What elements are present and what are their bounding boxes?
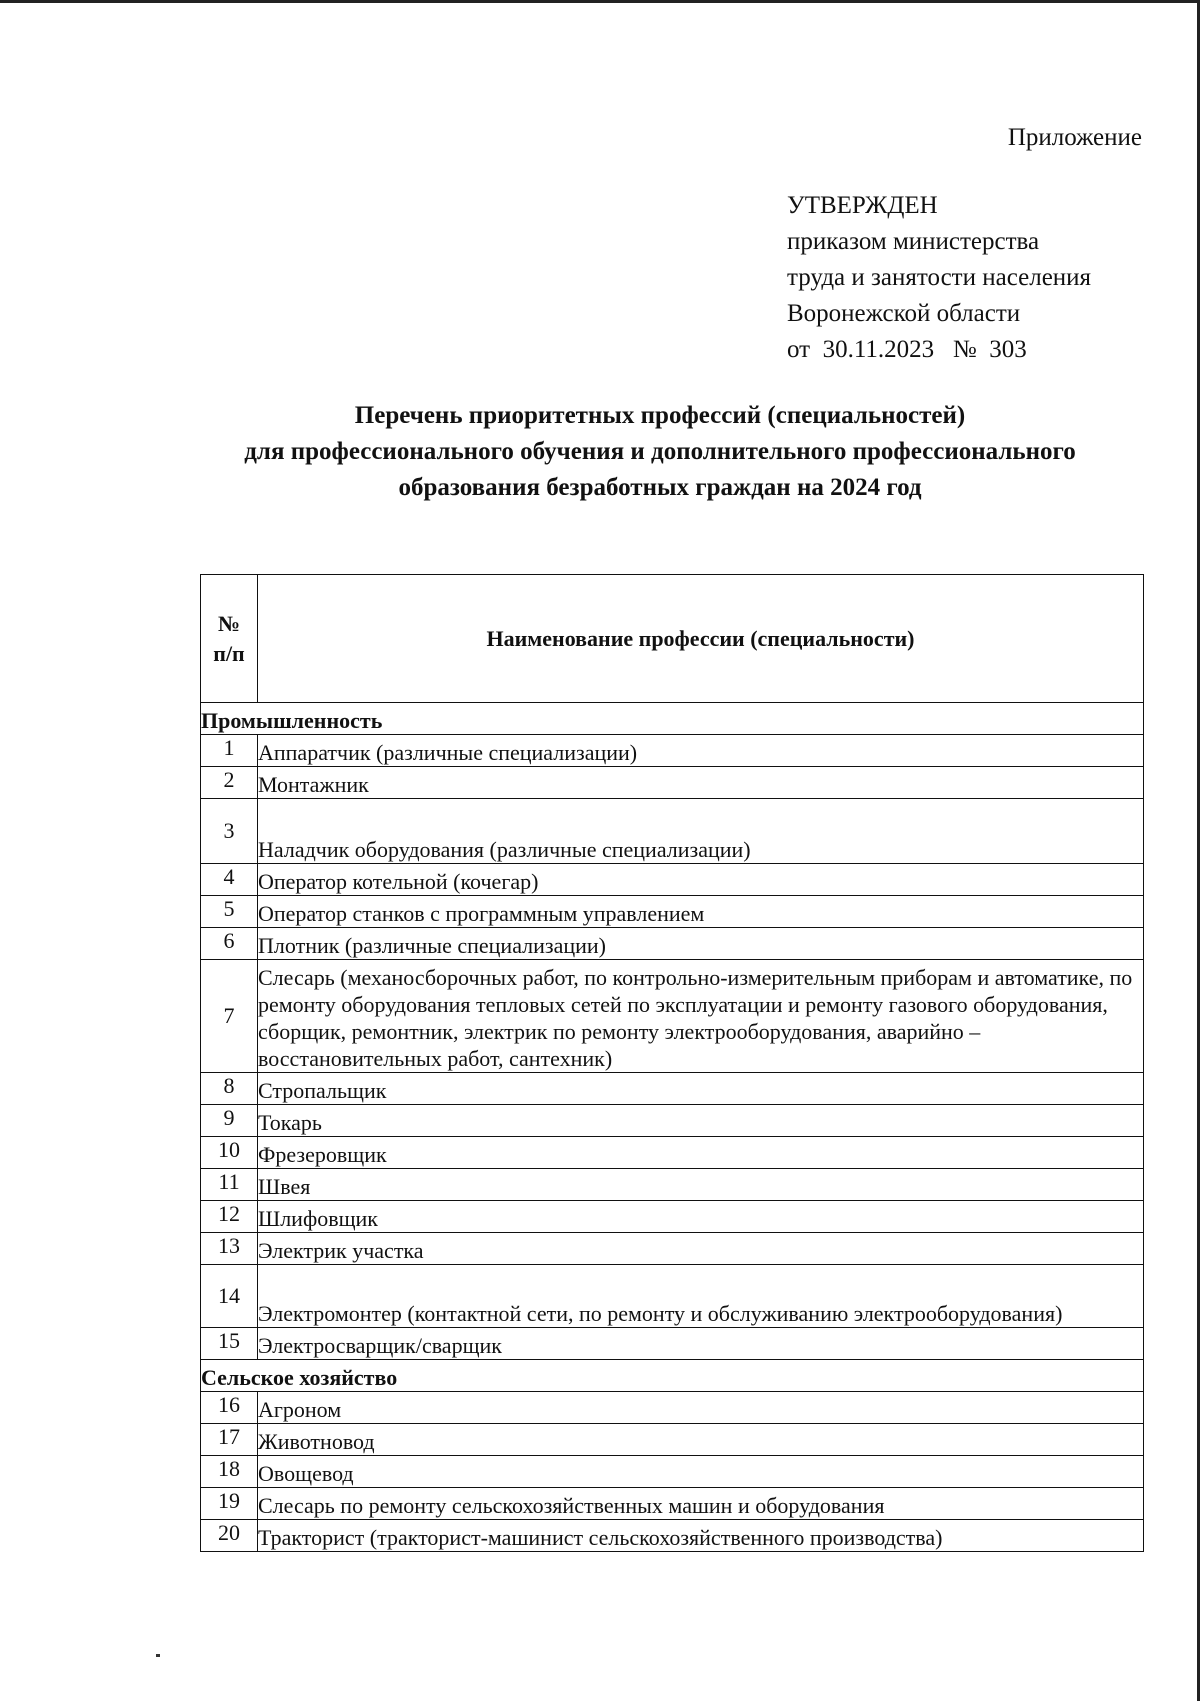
profession-name: Плотник (различные специализации) [258, 928, 1144, 960]
profession-name: Стропальщик [258, 1073, 1144, 1105]
row-number: 4 [201, 864, 258, 896]
row-number: 2 [201, 767, 258, 799]
profession-name: Токарь [258, 1105, 1144, 1137]
professions-table [200, 574, 1144, 1552]
table-row [201, 1520, 1144, 1552]
profession-name: Швея [258, 1169, 1144, 1201]
table-row [201, 735, 1144, 767]
profession-name: Овощевод [258, 1456, 1144, 1488]
row-number: 3 [201, 799, 258, 864]
order-date-number: от 30.11.2023 № 303 [787, 336, 1027, 363]
table-row [201, 896, 1144, 928]
approved-by-line-1: приказом министерства [787, 228, 1040, 255]
row-number: 12 [201, 1201, 258, 1233]
profession-name: Электромонтер (контактной сети, по ремонту и обслуживанию электрооборудования) [258, 1265, 1144, 1328]
title-line-1: Перечень приоритетных профессий (специальностей) [354, 402, 966, 429]
table-row [201, 1233, 1144, 1265]
table-row [201, 1073, 1144, 1105]
profession-name: Слесарь по ремонту сельскохозяйственных машин и оборудования [258, 1488, 1144, 1520]
row-number: 13 [201, 1233, 258, 1265]
table-row [201, 1328, 1144, 1360]
table-row [201, 1392, 1144, 1424]
profession-name: Монтажник [258, 767, 1144, 799]
table-row [201, 767, 1144, 799]
scan-speck [156, 1654, 160, 1657]
table-row [201, 1265, 1144, 1328]
row-number: 18 [201, 1456, 258, 1488]
table-row [201, 960, 1144, 1073]
row-number: 10 [201, 1137, 258, 1169]
profession-name: Агроном [258, 1392, 1144, 1424]
row-number: 17 [201, 1424, 258, 1456]
row-number: 16 [201, 1392, 258, 1424]
appendix-label: Приложение [1007, 124, 1142, 151]
profession-name: Наладчик оборудования (различные специализации) [258, 799, 1144, 864]
table-row [201, 1169, 1144, 1201]
profession-name: Электрик участка [258, 1233, 1144, 1265]
table-header-row [201, 575, 1144, 703]
table-row [201, 864, 1144, 896]
profession-name: Животновод [258, 1424, 1144, 1456]
row-number: 7 [201, 960, 258, 1073]
table-row [201, 1105, 1144, 1137]
table-row [201, 1488, 1144, 1520]
profession-name: Слесарь (механосборочных работ, по контрольно-измерительным приборам и автоматике, по ремонту оборудования тепловых сетей по эксплуатации и ремонту газового оборудования, сборщик, ремонтник, электрик по ремонту электрооборудования, аварийно – восстановительных работ, сантехник) [258, 960, 1144, 1073]
table-row [201, 1201, 1144, 1233]
approved-by-line-2: труда и занятости населения [787, 264, 1092, 291]
row-number: 1 [201, 735, 258, 767]
document-title [160, 398, 1160, 506]
row-number: 9 [201, 1105, 258, 1137]
profession-name: Аппаратчик (различные специализации) [258, 735, 1144, 767]
row-number: 11 [201, 1169, 258, 1201]
table-row [201, 928, 1144, 960]
row-number: 19 [201, 1488, 258, 1520]
profession-name: Оператор котельной (кочегар) [258, 864, 1144, 896]
column-header-number: № п/п [201, 575, 258, 703]
approved-stamp-text: УТВЕРЖДЕН [787, 192, 938, 219]
table-row [201, 799, 1144, 864]
section-row-agriculture [201, 1360, 1144, 1392]
title-line-3: образования безработных граждан на 2024 год [398, 474, 922, 501]
table-row [201, 1456, 1144, 1488]
profession-name: Фрезеровщик [258, 1137, 1144, 1169]
row-number: 20 [201, 1520, 258, 1552]
scan-border-top [0, 0, 1200, 3]
section-row-industry [201, 703, 1144, 735]
profession-name: Оператор станков с программным управлением [258, 896, 1144, 928]
row-number: 8 [201, 1073, 258, 1105]
row-number: 15 [201, 1328, 258, 1360]
approved-by-line-3: Воронежской области [787, 300, 1021, 327]
row-number: 6 [201, 928, 258, 960]
section-title: Промышленность [201, 703, 1144, 735]
row-number: 14 [201, 1265, 258, 1328]
row-number: 5 [201, 896, 258, 928]
table-row [201, 1137, 1144, 1169]
profession-name: Тракторист (тракторист-машинист сельскохозяйственного производства) [258, 1520, 1144, 1552]
column-header-name: Наименование профессии (специальности) [258, 575, 1144, 703]
table-row [201, 1424, 1144, 1456]
title-line-2: для профессионального обучения и дополнительного профессионального [244, 438, 1076, 465]
profession-name: Электросварщик/сварщик [258, 1328, 1144, 1360]
approval-block [787, 188, 1091, 368]
profession-name: Шлифовщик [258, 1201, 1144, 1233]
section-title: Сельское хозяйство [201, 1360, 1144, 1392]
